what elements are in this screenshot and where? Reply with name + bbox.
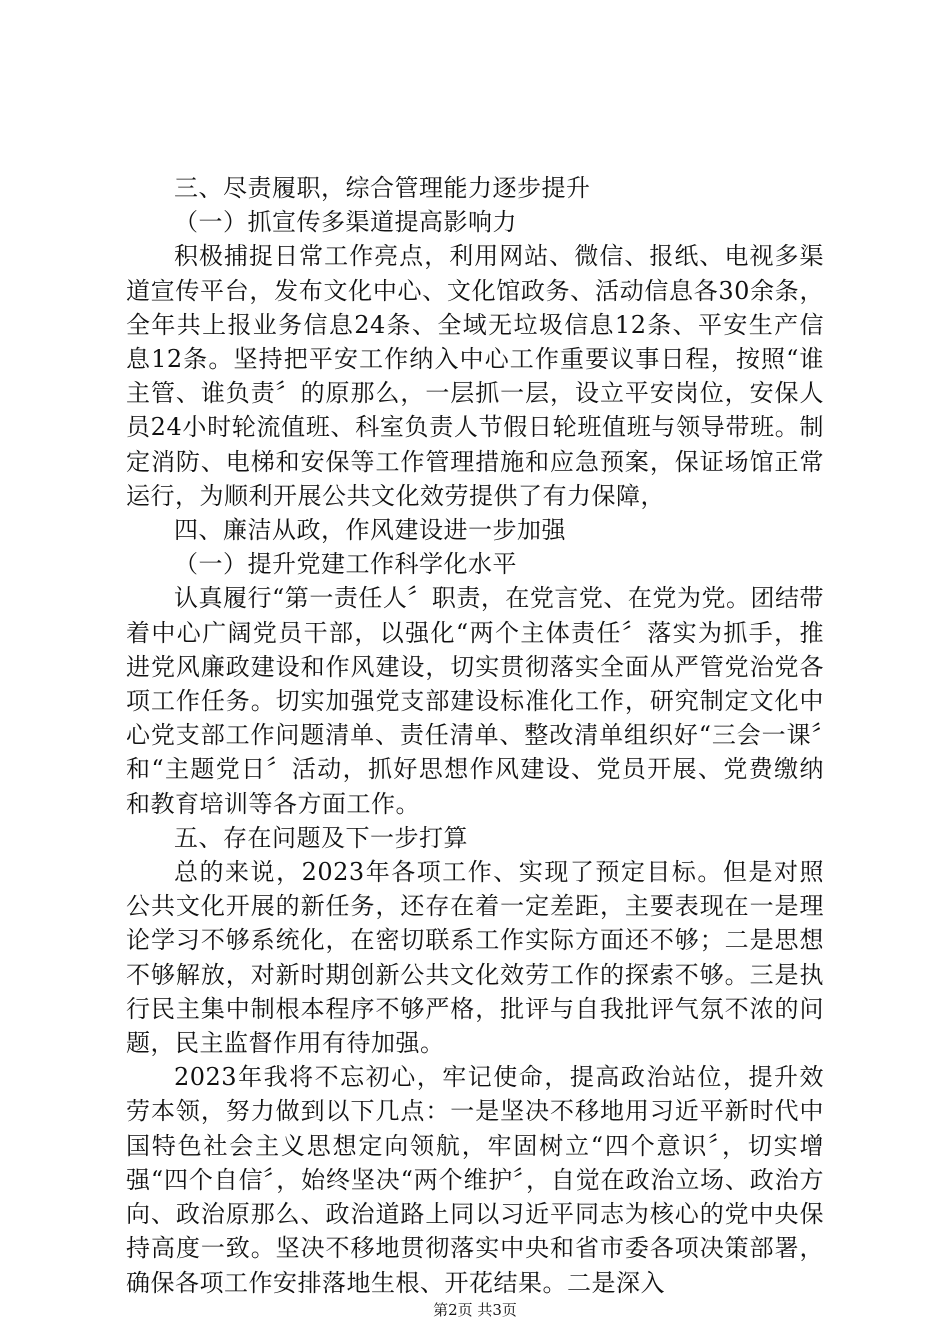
paragraph-problems: 总的来说，2023年各项工作、实现了预定目标。但是对照公共文化开展的新任务，还存在着一定差距，主要表现在一是理论学习不够系统化，在密切联系工作实际方面还不够；二是思想不够解放，对新时期创新公共文化效劳工作的探索不够。三是执行民主集中制根本程序不够严格，批评与自我批评气氛不浓的问题，民主监督作用有待加强。 <box>126 858 824 1058</box>
subsection-heading-4-1: （一）提升党建工作科学化水平 <box>174 550 517 579</box>
section-heading-4: 四、廉洁从政，作风建设进一步加强 <box>174 516 566 545</box>
subsection-heading-3-1: （一）抓宣传多渠道提高影响力 <box>174 208 517 237</box>
paragraph-next-steps: 2023年我将不忘初心，牢记使命，提高政治站位，提升效劳本领，努力做到以下几点：一是坚决不移地用习近平新时代中国特色社会主义思想定向领航，牢固树立“四个意识〞，切实增强“四个自信〞，始终坚决“两个维护〞，自觉在政治立场、政治方向、政治原那么、政治道路上同以习近平同志为核心的党中央保持高度一致。坚决不移地贯彻落实中央和省市委各项决策部署，确保各项工作安排落地生根、开花结果。二是深入 <box>126 1063 824 1297</box>
document-body <box>126 171 824 1300</box>
section-heading-3: 三、尽责履职，综合管理能力逐步提升 <box>174 174 591 202</box>
section-heading-5: 五、存在问题及下一步打算 <box>174 823 468 852</box>
paragraph-publicity-safety: 积极捕捉日常工作亮点，利用网站、微信、报纸、电视多渠道宣传平台，发布文化中心、文化馆政务、活动信息各30余条，全年共上报业务信息24条、全域无垃圾信息12条、平安生产信息12条。坚持把平安工作纳入中心工作重要议事日程，按照“谁主管、谁负责〞的原那么，一层抓一层，设立平安岗位，安保人员24小时轮流值班、科室负责人节假日轮班值班与领导带班。制定消防、电梯和安保等工作管理措施和应急预案，保证场馆正常运行，为顺利开展公共文化效劳提供了有力保障， <box>126 242 824 510</box>
paragraph-party-building: 认真履行“第一责任人〞职责，在党言党、在党为党。团结带着中心广阔党员干部，以强化“两个主体责任〞落实为抓手，推进党风廉政建设和作风建设，切实贯彻落实全面从严管党治党各项工作任务。切实加强党支部建设标准化工作，研究制定文化中心党支部工作问题清单、责任清单、整改清单组织好“三会一课〞和“主题党日〞活动，抓好思想作风建设、党员开展、党费缴纳和教育培训等各方面工作。 <box>126 584 824 818</box>
page-footer: 第2页 共3页 <box>433 1301 517 1319</box>
